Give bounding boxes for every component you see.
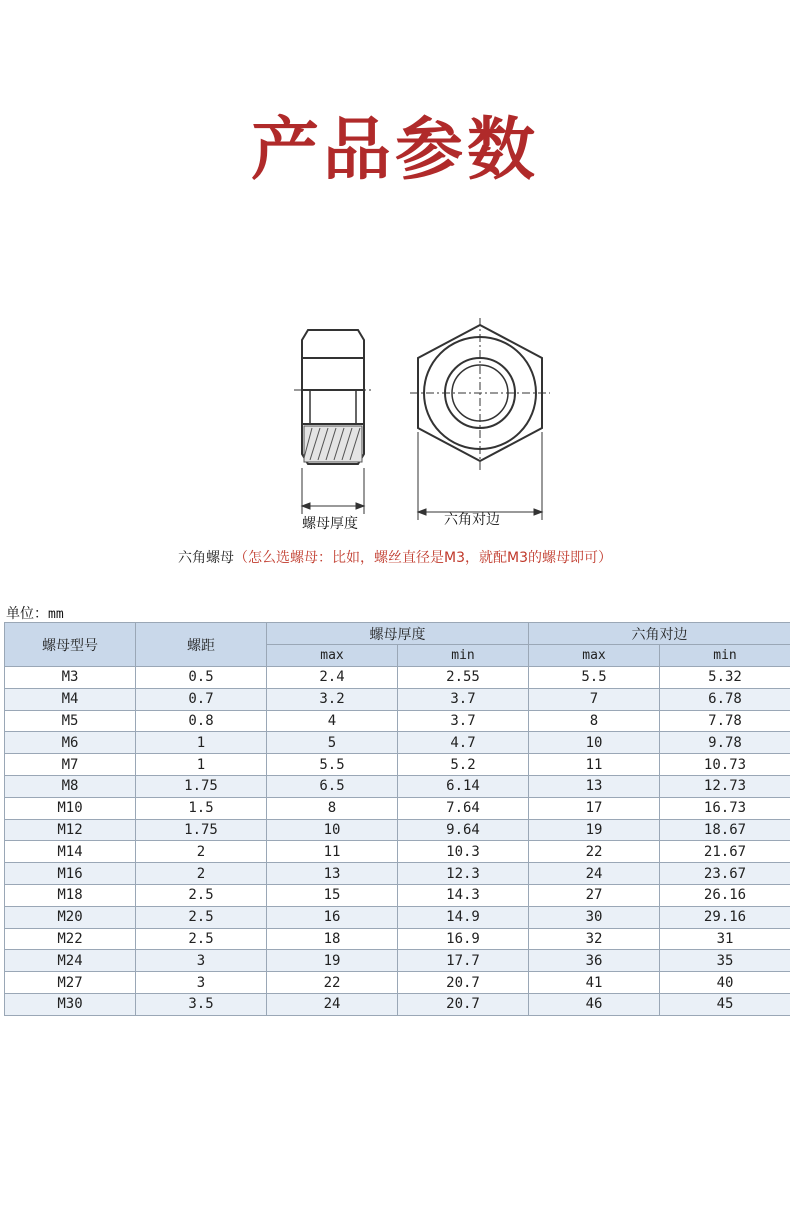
cell-flats-min: 10.73 <box>660 754 790 776</box>
cell-model: M4 <box>5 688 136 710</box>
cell-thickness-min: 6.14 <box>398 775 529 797</box>
cell-pitch: 2 <box>136 863 267 885</box>
table-row <box>5 710 790 732</box>
cell-model: M5 <box>5 710 136 732</box>
header-thickness-min: min <box>398 645 529 667</box>
cell-pitch: 1.75 <box>136 819 267 841</box>
cell-flats-max: 10 <box>529 732 660 754</box>
cell-flats-max: 5.5 <box>529 667 660 689</box>
hex-nut-diagram <box>290 318 560 536</box>
cell-pitch: 3 <box>136 950 267 972</box>
cell-flats-min: 35 <box>660 950 790 972</box>
cell-thickness-max: 16 <box>267 906 398 928</box>
table-row <box>5 775 790 797</box>
cell-flats-max: 24 <box>529 863 660 885</box>
cell-flats-min: 16.73 <box>660 797 790 819</box>
table-body <box>5 667 790 1016</box>
cell-model: M27 <box>5 972 136 994</box>
cell-flats-min: 18.67 <box>660 819 790 841</box>
cell-flats-min: 26.16 <box>660 884 790 906</box>
table-row <box>5 819 790 841</box>
cell-flats-max: 11 <box>529 754 660 776</box>
cell-flats-min: 5.32 <box>660 667 790 689</box>
header-pitch: 螺距 <box>136 623 267 667</box>
cell-flats-max: 13 <box>529 775 660 797</box>
cell-model: M22 <box>5 928 136 950</box>
cell-pitch: 0.8 <box>136 710 267 732</box>
unit-prefix: 单位： <box>6 606 48 622</box>
cell-thickness-max: 8 <box>267 797 398 819</box>
cell-thickness-max: 4 <box>267 710 398 732</box>
table-row <box>5 993 790 1015</box>
cell-flats-max: 46 <box>529 993 660 1015</box>
cell-flats-max: 22 <box>529 841 660 863</box>
cell-pitch: 2.5 <box>136 884 267 906</box>
cell-thickness-max: 22 <box>267 972 398 994</box>
nut-spec-table <box>4 622 790 1016</box>
cell-thickness-max: 15 <box>267 884 398 906</box>
cell-flats-min: 12.73 <box>660 775 790 797</box>
cell-flats-max: 19 <box>529 819 660 841</box>
table-row <box>5 667 790 689</box>
table-row <box>5 884 790 906</box>
cell-thickness-max: 5.5 <box>267 754 398 776</box>
cell-thickness-min: 12.3 <box>398 863 529 885</box>
cell-pitch: 0.5 <box>136 667 267 689</box>
cell-pitch: 2.5 <box>136 906 267 928</box>
cell-flats-max: 8 <box>529 710 660 732</box>
cell-model: M24 <box>5 950 136 972</box>
header-flats-max: max <box>529 645 660 667</box>
header-thickness: 螺母厚度 <box>267 623 529 645</box>
cell-model: M6 <box>5 732 136 754</box>
cell-thickness-min: 3.7 <box>398 710 529 732</box>
cell-flats-min: 9.78 <box>660 732 790 754</box>
cell-model: M12 <box>5 819 136 841</box>
table-row <box>5 797 790 819</box>
cell-model: M7 <box>5 754 136 776</box>
cell-flats-min: 40 <box>660 972 790 994</box>
cell-flats-max: 7 <box>529 688 660 710</box>
page-title: 产品参数 <box>250 111 539 190</box>
caption-note: （怎么选螺母：比如，螺丝直径是M3，就配M3的螺母即可） <box>234 550 612 566</box>
unit-value: mm <box>48 607 64 622</box>
table-row <box>5 732 790 754</box>
cell-flats-max: 32 <box>529 928 660 950</box>
cell-pitch: 3.5 <box>136 993 267 1015</box>
table-row <box>5 863 790 885</box>
header-flats-min: min <box>660 645 790 667</box>
header-model: 螺母型号 <box>5 623 136 667</box>
cell-pitch: 2 <box>136 841 267 863</box>
cell-thickness-max: 6.5 <box>267 775 398 797</box>
table-row <box>5 754 790 776</box>
cell-pitch: 1.5 <box>136 797 267 819</box>
cell-thickness-min: 3.7 <box>398 688 529 710</box>
cell-thickness-min: 17.7 <box>398 950 529 972</box>
cell-thickness-min: 20.7 <box>398 993 529 1015</box>
cell-thickness-min: 10.3 <box>398 841 529 863</box>
diagram-caption <box>0 547 790 567</box>
cell-thickness-max: 10 <box>267 819 398 841</box>
cell-flats-min: 31 <box>660 928 790 950</box>
cell-model: M16 <box>5 863 136 885</box>
cell-thickness-max: 2.4 <box>267 667 398 689</box>
cell-flats-min: 45 <box>660 993 790 1015</box>
cell-thickness-min: 7.64 <box>398 797 529 819</box>
cell-pitch: 2.5 <box>136 928 267 950</box>
header-thickness-max: max <box>267 645 398 667</box>
cell-flats-min: 23.67 <box>660 863 790 885</box>
cell-thickness-min: 16.9 <box>398 928 529 950</box>
cell-flats-max: 17 <box>529 797 660 819</box>
cell-flats-min: 29.16 <box>660 906 790 928</box>
cell-pitch: 3 <box>136 972 267 994</box>
cell-model: M30 <box>5 993 136 1015</box>
cell-thickness-min: 14.3 <box>398 884 529 906</box>
cell-model: M18 <box>5 884 136 906</box>
thickness-label: 螺母厚度 <box>302 516 358 532</box>
cell-model: M20 <box>5 906 136 928</box>
cell-model: M10 <box>5 797 136 819</box>
cell-thickness-max: 18 <box>267 928 398 950</box>
cell-thickness-min: 9.64 <box>398 819 529 841</box>
cell-flats-min: 7.78 <box>660 710 790 732</box>
cell-thickness-min: 20.7 <box>398 972 529 994</box>
cell-model: M14 <box>5 841 136 863</box>
cell-thickness-max: 3.2 <box>267 688 398 710</box>
cell-pitch: 0.7 <box>136 688 267 710</box>
cell-pitch: 1 <box>136 732 267 754</box>
header-across-flats: 六角对边 <box>529 623 790 645</box>
table-row <box>5 906 790 928</box>
cell-thickness-max: 11 <box>267 841 398 863</box>
cell-flats-max: 30 <box>529 906 660 928</box>
cell-thickness-max: 5 <box>267 732 398 754</box>
table-row <box>5 928 790 950</box>
cell-flats-min: 6.78 <box>660 688 790 710</box>
table-row <box>5 688 790 710</box>
cell-flats-max: 41 <box>529 972 660 994</box>
caption-prefix: 六角螺母 <box>178 550 234 566</box>
table-row <box>5 950 790 972</box>
cell-thickness-min: 5.2 <box>398 754 529 776</box>
cell-thickness-max: 13 <box>267 863 398 885</box>
cell-thickness-min: 2.55 <box>398 667 529 689</box>
table-row <box>5 972 790 994</box>
table-row <box>5 841 790 863</box>
cell-thickness-max: 19 <box>267 950 398 972</box>
cell-flats-max: 27 <box>529 884 660 906</box>
cell-flats-min: 21.67 <box>660 841 790 863</box>
across-flats-label: 六角对边 <box>444 512 500 528</box>
cell-thickness-min: 14.9 <box>398 906 529 928</box>
unit-label <box>6 603 64 623</box>
cell-pitch: 1 <box>136 754 267 776</box>
cell-pitch: 1.75 <box>136 775 267 797</box>
cell-thickness-min: 4.7 <box>398 732 529 754</box>
cell-flats-max: 36 <box>529 950 660 972</box>
cell-model: M3 <box>5 667 136 689</box>
cell-model: M8 <box>5 775 136 797</box>
cell-thickness-max: 24 <box>267 993 398 1015</box>
